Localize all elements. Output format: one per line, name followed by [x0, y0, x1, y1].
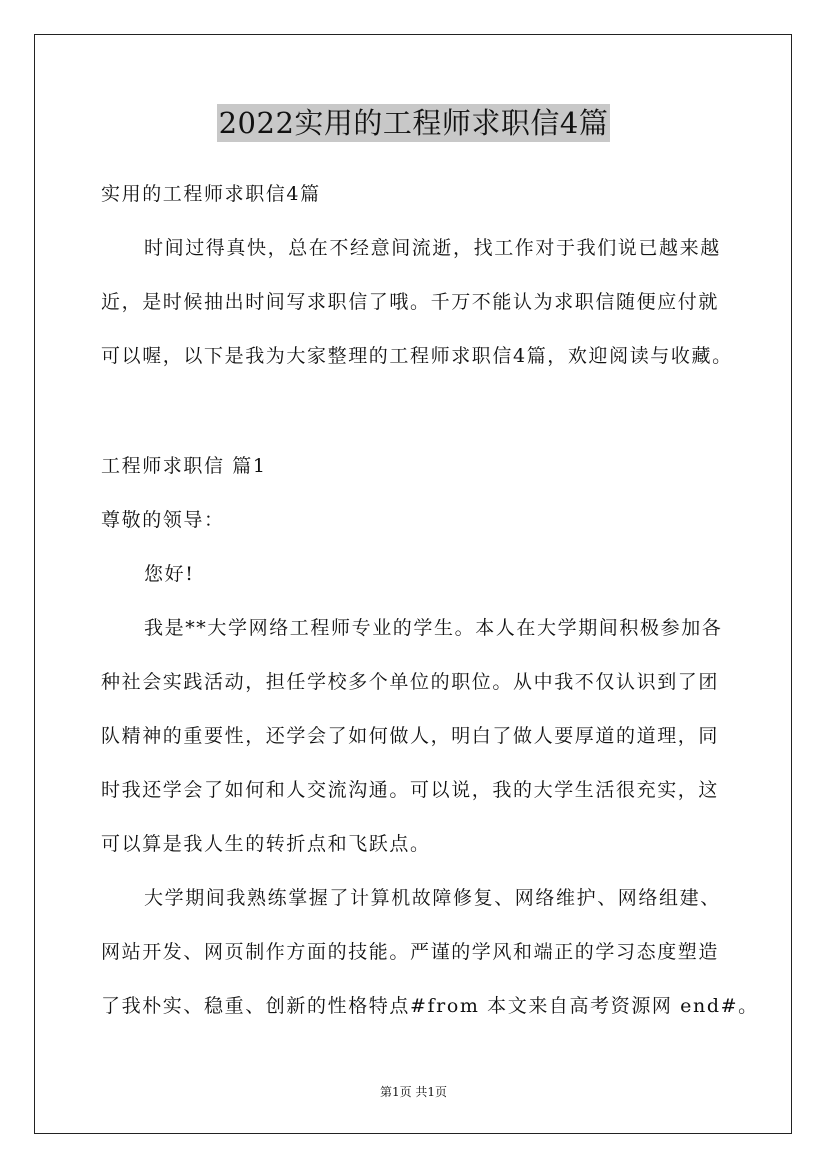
- paragraph2-line-3: 了我朴实、稳重、创新的性格特点#from 本文来自高考资源网 end#。: [101, 995, 759, 1017]
- paragraph1-line-3: 队精神的重要性，还学会了如何做人，明白了做人要厚道的道理，同: [101, 725, 720, 747]
- intro-line-1: 时间过得真快，总在不经意间流逝，找工作对于我们说已越来越: [144, 237, 721, 259]
- page-footer: 第1页 共1页: [379, 1085, 448, 1099]
- document-title: 2022实用的工程师求职信4篇: [218, 106, 609, 140]
- greeting: 您好!: [144, 563, 195, 585]
- paragraph1-line-5: 可以算是我人生的转折点和飞跃点。: [101, 833, 431, 855]
- document-subtitle: 实用的工程师求职信4篇: [101, 183, 321, 205]
- salutation: 尊敬的领导：: [101, 509, 225, 531]
- paragraph1-line-4: 时我还学会了如何和人交流沟通。可以说，我的大学生活很充实，这: [101, 779, 720, 801]
- intro-line-2: 近，是时候抽出时间写求职信了哦。千万不能认为求职信随便应付就: [101, 291, 720, 313]
- paragraph1-line-2: 种社会实践活动，担任学校多个单位的职位。从中我不仅认识到了团: [101, 671, 720, 693]
- section-heading: 工程师求职信 篇1: [101, 455, 267, 477]
- paragraph2-line-1: 大学期间我熟练掌握了计算机故障修复、网络维护、网络组建、: [144, 887, 721, 909]
- intro-line-3: 可以喔，以下是我为大家整理的工程师求职信4篇，欢迎阅读与收藏。: [101, 345, 733, 367]
- paragraph2-line-2: 网站开发、网页制作方面的技能。严谨的学风和端正的学习态度塑造: [101, 941, 720, 963]
- title-container: [0, 104, 827, 142]
- paragraph1-line-1: 我是**大学网络工程师专业的学生。本人在大学期间积极参加各: [144, 617, 723, 639]
